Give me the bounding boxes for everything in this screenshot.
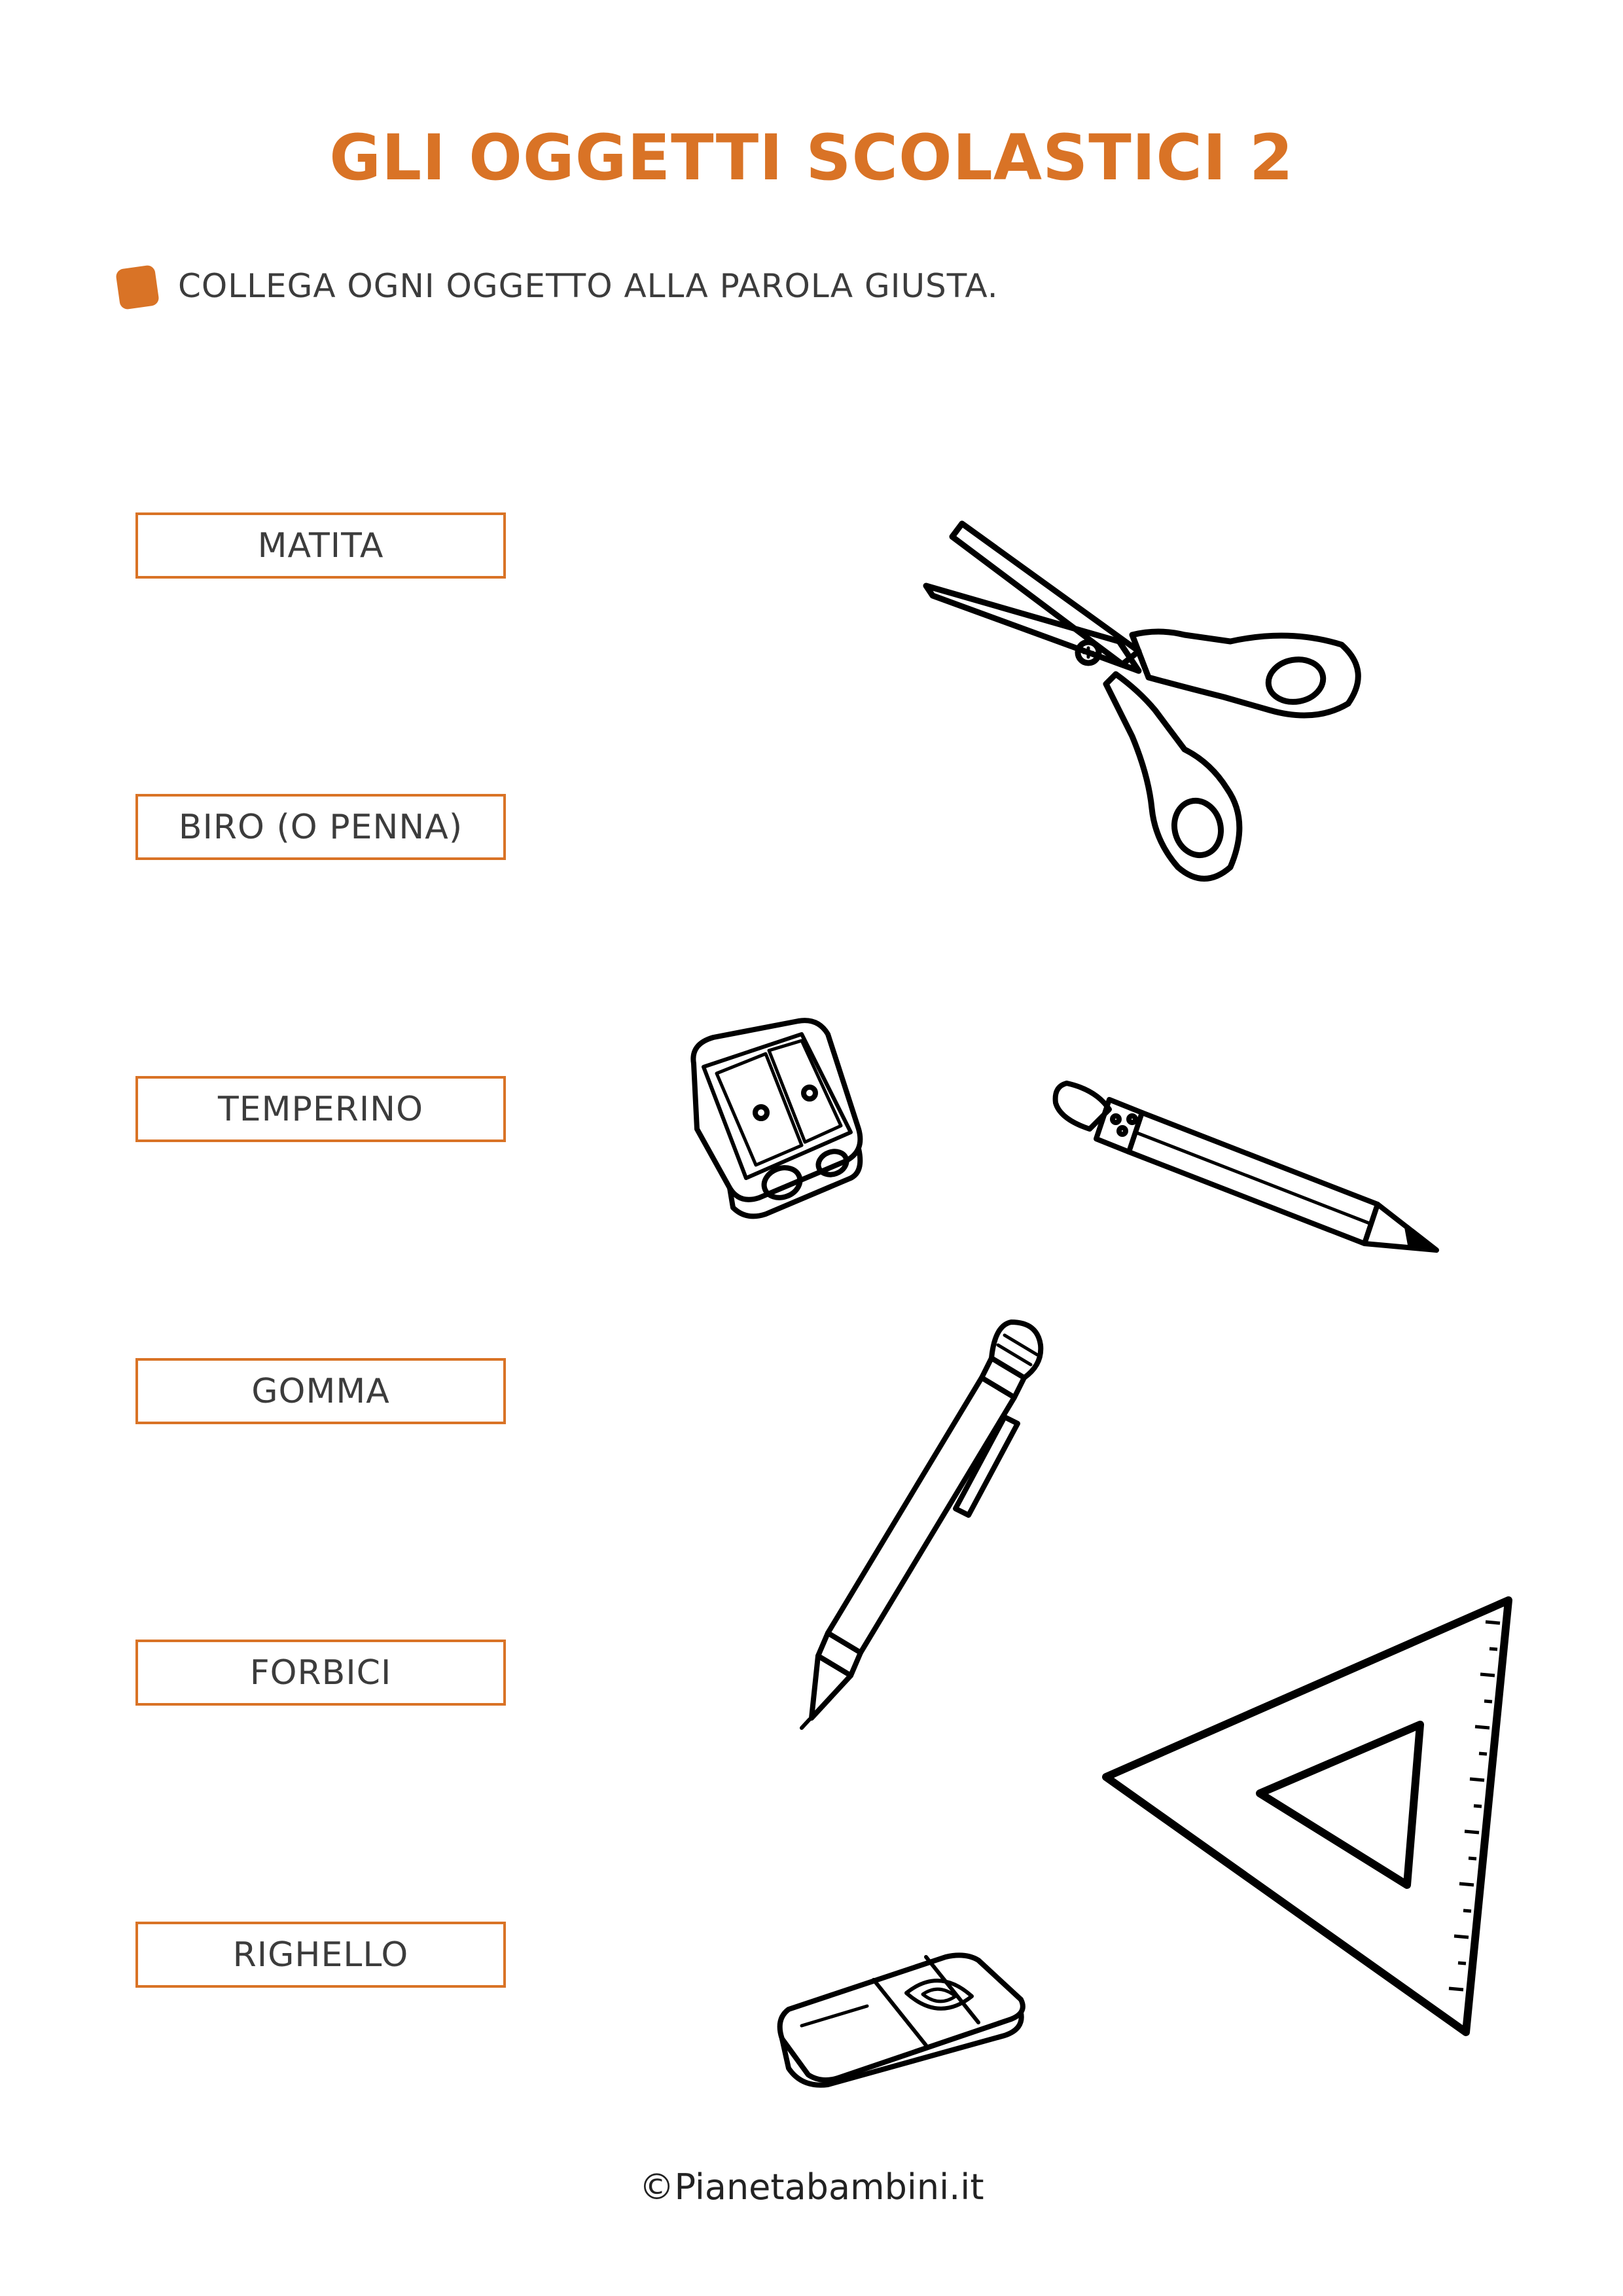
word-box-biro[interactable]: BIRO (O PENNA) <box>135 794 506 860</box>
copyright-footer[interactable]: ©Pianetabambini.it <box>639 2166 984 2208</box>
word-box-matita[interactable]: MATITA <box>135 512 506 579</box>
page-title: GLI OGGETTI SCOLASTICI 2 <box>329 121 1294 194</box>
pencil-sharpener-icon[interactable] <box>687 1018 864 1227</box>
set-square-ruler-icon[interactable] <box>1099 1597 1518 2036</box>
word-box-gomma[interactable]: GOMMA <box>135 1358 506 1424</box>
scissors-icon[interactable] <box>923 514 1368 887</box>
ballpoint-pen-icon[interactable] <box>795 1319 1050 1731</box>
word-box-temperino[interactable]: TEMPERINO <box>135 1076 506 1142</box>
instruction-text: COLLEGA OGNI OGGETTO ALLA PAROLA GIUSTA. <box>178 267 999 305</box>
instruction-bullet-icon <box>115 264 160 310</box>
word-box-righello[interactable]: RIGHELLO <box>135 1922 506 1988</box>
word-box-forbici[interactable]: FORBICI <box>135 1640 506 1706</box>
eraser-icon[interactable] <box>776 1947 1031 2094</box>
pencil-icon[interactable] <box>1050 1073 1443 1257</box>
